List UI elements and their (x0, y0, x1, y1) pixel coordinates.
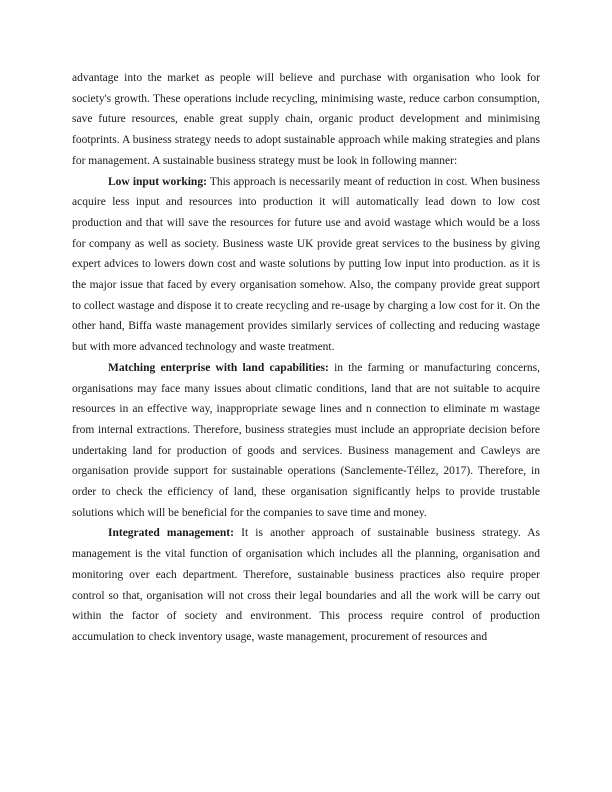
section-heading: Low input working: (108, 175, 207, 188)
paragraph-low-input-working (72, 172, 540, 358)
paragraph-text: in the farming or manufacturing concerns, organisations may face many issues about climatic conditions, land that are not suitable to acquire resources in an effective way, inappropriate sewage lines and n connection to eliminate m wastage from internal extractions. Therefore, business strategies must include an appropriate decision before undertaking land for production of goods and services. Business management and Cawleys are organisation provide support for sustainable operations (Sanclemente-Téllez, 2017). Therefore, in order to check the efficiency of land, these organisation significantly helps to provide trustable solutions which will be beneficial for the companies to save time and money. (72, 361, 541, 519)
document-body (72, 68, 540, 648)
paragraph-matching-enterprise (72, 358, 540, 524)
section-heading: Integrated management: (108, 527, 234, 540)
paragraph-text: advantage into the market as people will believe and purchase with organisation who look for society's growth. These operations include recycling, minimising waste, reduce carbon consumption, save future resources, enable great supply chain, organic product development and minimising footprints. A business strategy needs to adopt sustainable approach while making strategies and plans for management. A sustainable business strategy must be look in following manner: (72, 72, 540, 167)
paragraph-integrated-management (72, 523, 540, 647)
paragraph-text: This approach is necessarily meant of reduction in cost. When business acquire less input and resources into production it will automatically lead down to low cost production and that will save the resources for future use and avoid wastage which would be a loss for company as well as society. Business waste UK provide great services to the business by giving expert advices to lowers down cost and waste solutions by putting low input into production. as it is the major issue that faced by every organisation somehow. Also, the company provide great support to collect wastage and dispose it to create recycling and re-usage by charging a low cost for it. On the other hand, Biffa waste management provides similarly services of collecting and reducing wastage but with more advanced technology and waste treatment. (72, 175, 540, 354)
paragraph-text: It is another approach of sustainable business strategy. As management is the vital function of organisation which includes all the planning, organisation and monitoring over each department. Therefore, sustainable business practices also require proper control so that, organisation will not cross their legal boundaries and all the work will be carry out within the factor of society and environment. This process require control of production accumulation to check inventory usage, waste management, procurement of resources and (72, 527, 540, 643)
paragraph-intro (72, 68, 540, 172)
section-heading: Matching enterprise with land capabilities: (108, 361, 329, 374)
